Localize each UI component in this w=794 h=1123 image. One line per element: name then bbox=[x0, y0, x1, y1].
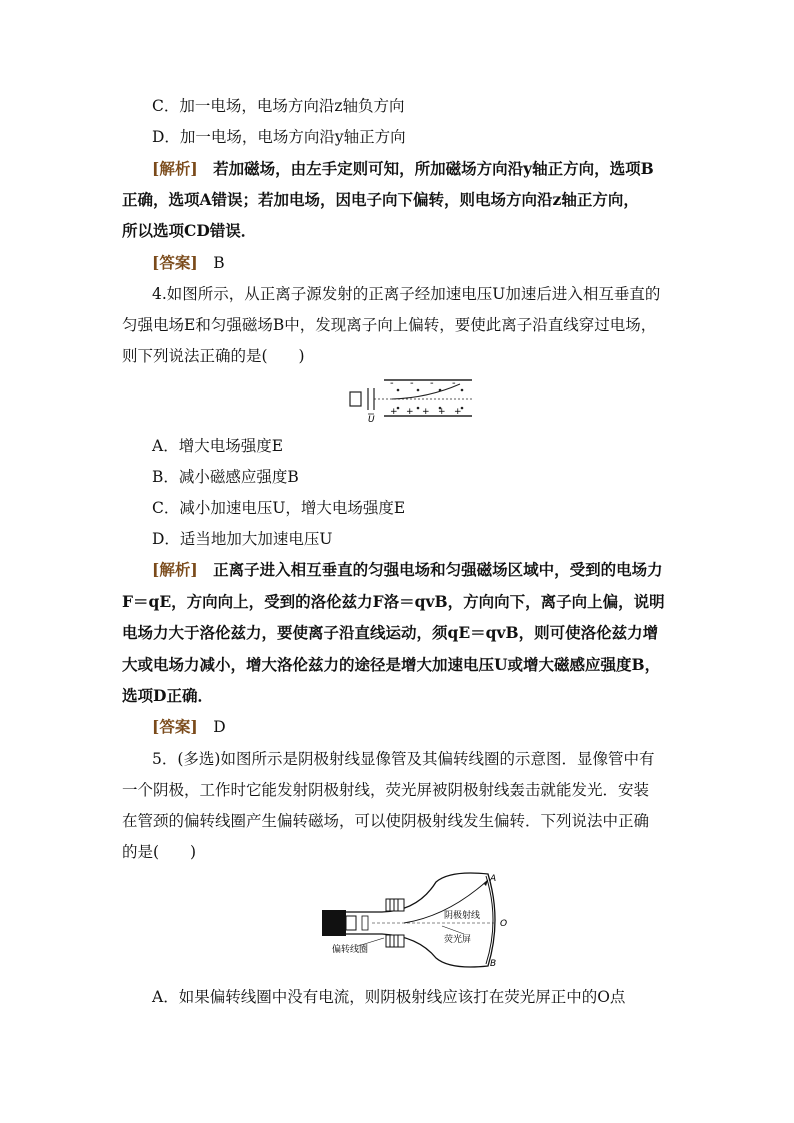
figure-label-o: O bbox=[500, 919, 508, 929]
svg-text:-: - bbox=[390, 378, 394, 389]
svg-text:+: + bbox=[438, 407, 446, 417]
q3-analysis-line-3: 所以选项CD错误． bbox=[122, 221, 257, 240]
q5-figure bbox=[318, 866, 518, 972]
q4-analysis-line-4: 大或电场力减小，增大洛伦兹力的途径是增大加速电压U或增大磁感应强度B， bbox=[122, 655, 661, 674]
analysis-tag: [解析] bbox=[152, 560, 198, 579]
answer-tag: [答案] bbox=[152, 253, 198, 272]
figure-label-a: A bbox=[490, 874, 497, 884]
q5-stem-line-3: 在管颈的偏转线圈产生偏转磁场，可以使阴极射线发生偏转．下列说法中正确 bbox=[122, 812, 650, 830]
svg-text:-: - bbox=[410, 378, 414, 389]
q4-option-b: B．减小磁感应强度B bbox=[152, 468, 299, 486]
q4-analysis-line-3: 电场力大于洛伦兹力，要使离子沿直线运动，须qE＝qvB，则可使洛伦兹力增 bbox=[122, 623, 659, 642]
svg-text:+: + bbox=[422, 407, 430, 417]
q4-option-a: A．增大电场强度E bbox=[152, 437, 284, 455]
svg-text:+: + bbox=[406, 407, 414, 417]
q5-option-a: A．如果偏转线圈中没有电流，则阴极射线应该打在荧光屏正中的O点 bbox=[152, 988, 626, 1006]
q4-analysis-line-5: 选项D正确． bbox=[122, 686, 213, 705]
figure-label-b: B bbox=[490, 959, 497, 969]
q4-analysis-line-1: [解析] 正离子进入相互垂直的匀强电场和匀强磁场区域中，受到的电场力 bbox=[152, 560, 663, 579]
figure-label-ray: 阴极射线 bbox=[444, 911, 481, 921]
q3-analysis-line-1: [解析] 若加磁场，由左手定则可知，所加磁场方向沿y轴正方向，选项B bbox=[152, 159, 654, 178]
svg-text:+: + bbox=[390, 407, 398, 417]
q5-stem-line-4: 的是( ) bbox=[122, 843, 197, 861]
figure-label-u: U bbox=[368, 415, 375, 424]
q4-answer: [答案] D bbox=[152, 717, 226, 736]
q4-option-d: D．适当地加大加速电压U bbox=[152, 530, 333, 548]
q5-stem-line-1: 5．(多选)如图所示是阴极射线显像管及其偏转线圈的示意图．显像管中有 bbox=[152, 750, 655, 768]
q4-stem-line-2: 匀强电场E和匀强磁场B中，发现离子向上偏转，要使此离子沿直线穿过电场， bbox=[122, 316, 657, 334]
figure-label-coil: 偏转线圈 bbox=[332, 945, 369, 955]
answer-tag: [答案] bbox=[152, 717, 198, 736]
q3-option-d: D．加一电场，电场方向沿y轴正方向 bbox=[152, 128, 406, 146]
q4-option-c: C．减小加速电压U，增大电场强度E bbox=[152, 499, 406, 517]
q3-answer: [答案] B bbox=[152, 253, 225, 272]
q5-stem-line-2: 一个阴极，工作时它能发射阴极射线，荧光屏被阴极射线轰击就能发光．安装 bbox=[122, 781, 650, 799]
figure-label-screen: 荧光屏 bbox=[444, 935, 472, 945]
svg-text:-: - bbox=[430, 378, 434, 389]
svg-text:-: - bbox=[452, 378, 456, 389]
svg-text:+: + bbox=[454, 407, 462, 417]
q4-stem-line-3: 则下列说法正确的是( ) bbox=[122, 347, 305, 365]
analysis-tag: [解析] bbox=[152, 159, 198, 178]
q3-analysis-line-2: 正确，选项A错误；若加电场，因电子向下偏转，则电场方向沿z轴正方向， bbox=[122, 190, 639, 209]
q4-figure bbox=[348, 372, 476, 424]
q4-analysis-line-2: F＝qE，方向向上，受到的洛伦兹力F洛＝qvB，方向向下，离子向上偏，说明 bbox=[122, 592, 665, 611]
q3-option-c: C．加一电场，电场方向沿z轴负方向 bbox=[152, 97, 405, 115]
q4-stem-line-1: 4.如图所示，从正离子源发射的正离子经加速电压U加速后进入相互垂直的 bbox=[152, 285, 661, 303]
